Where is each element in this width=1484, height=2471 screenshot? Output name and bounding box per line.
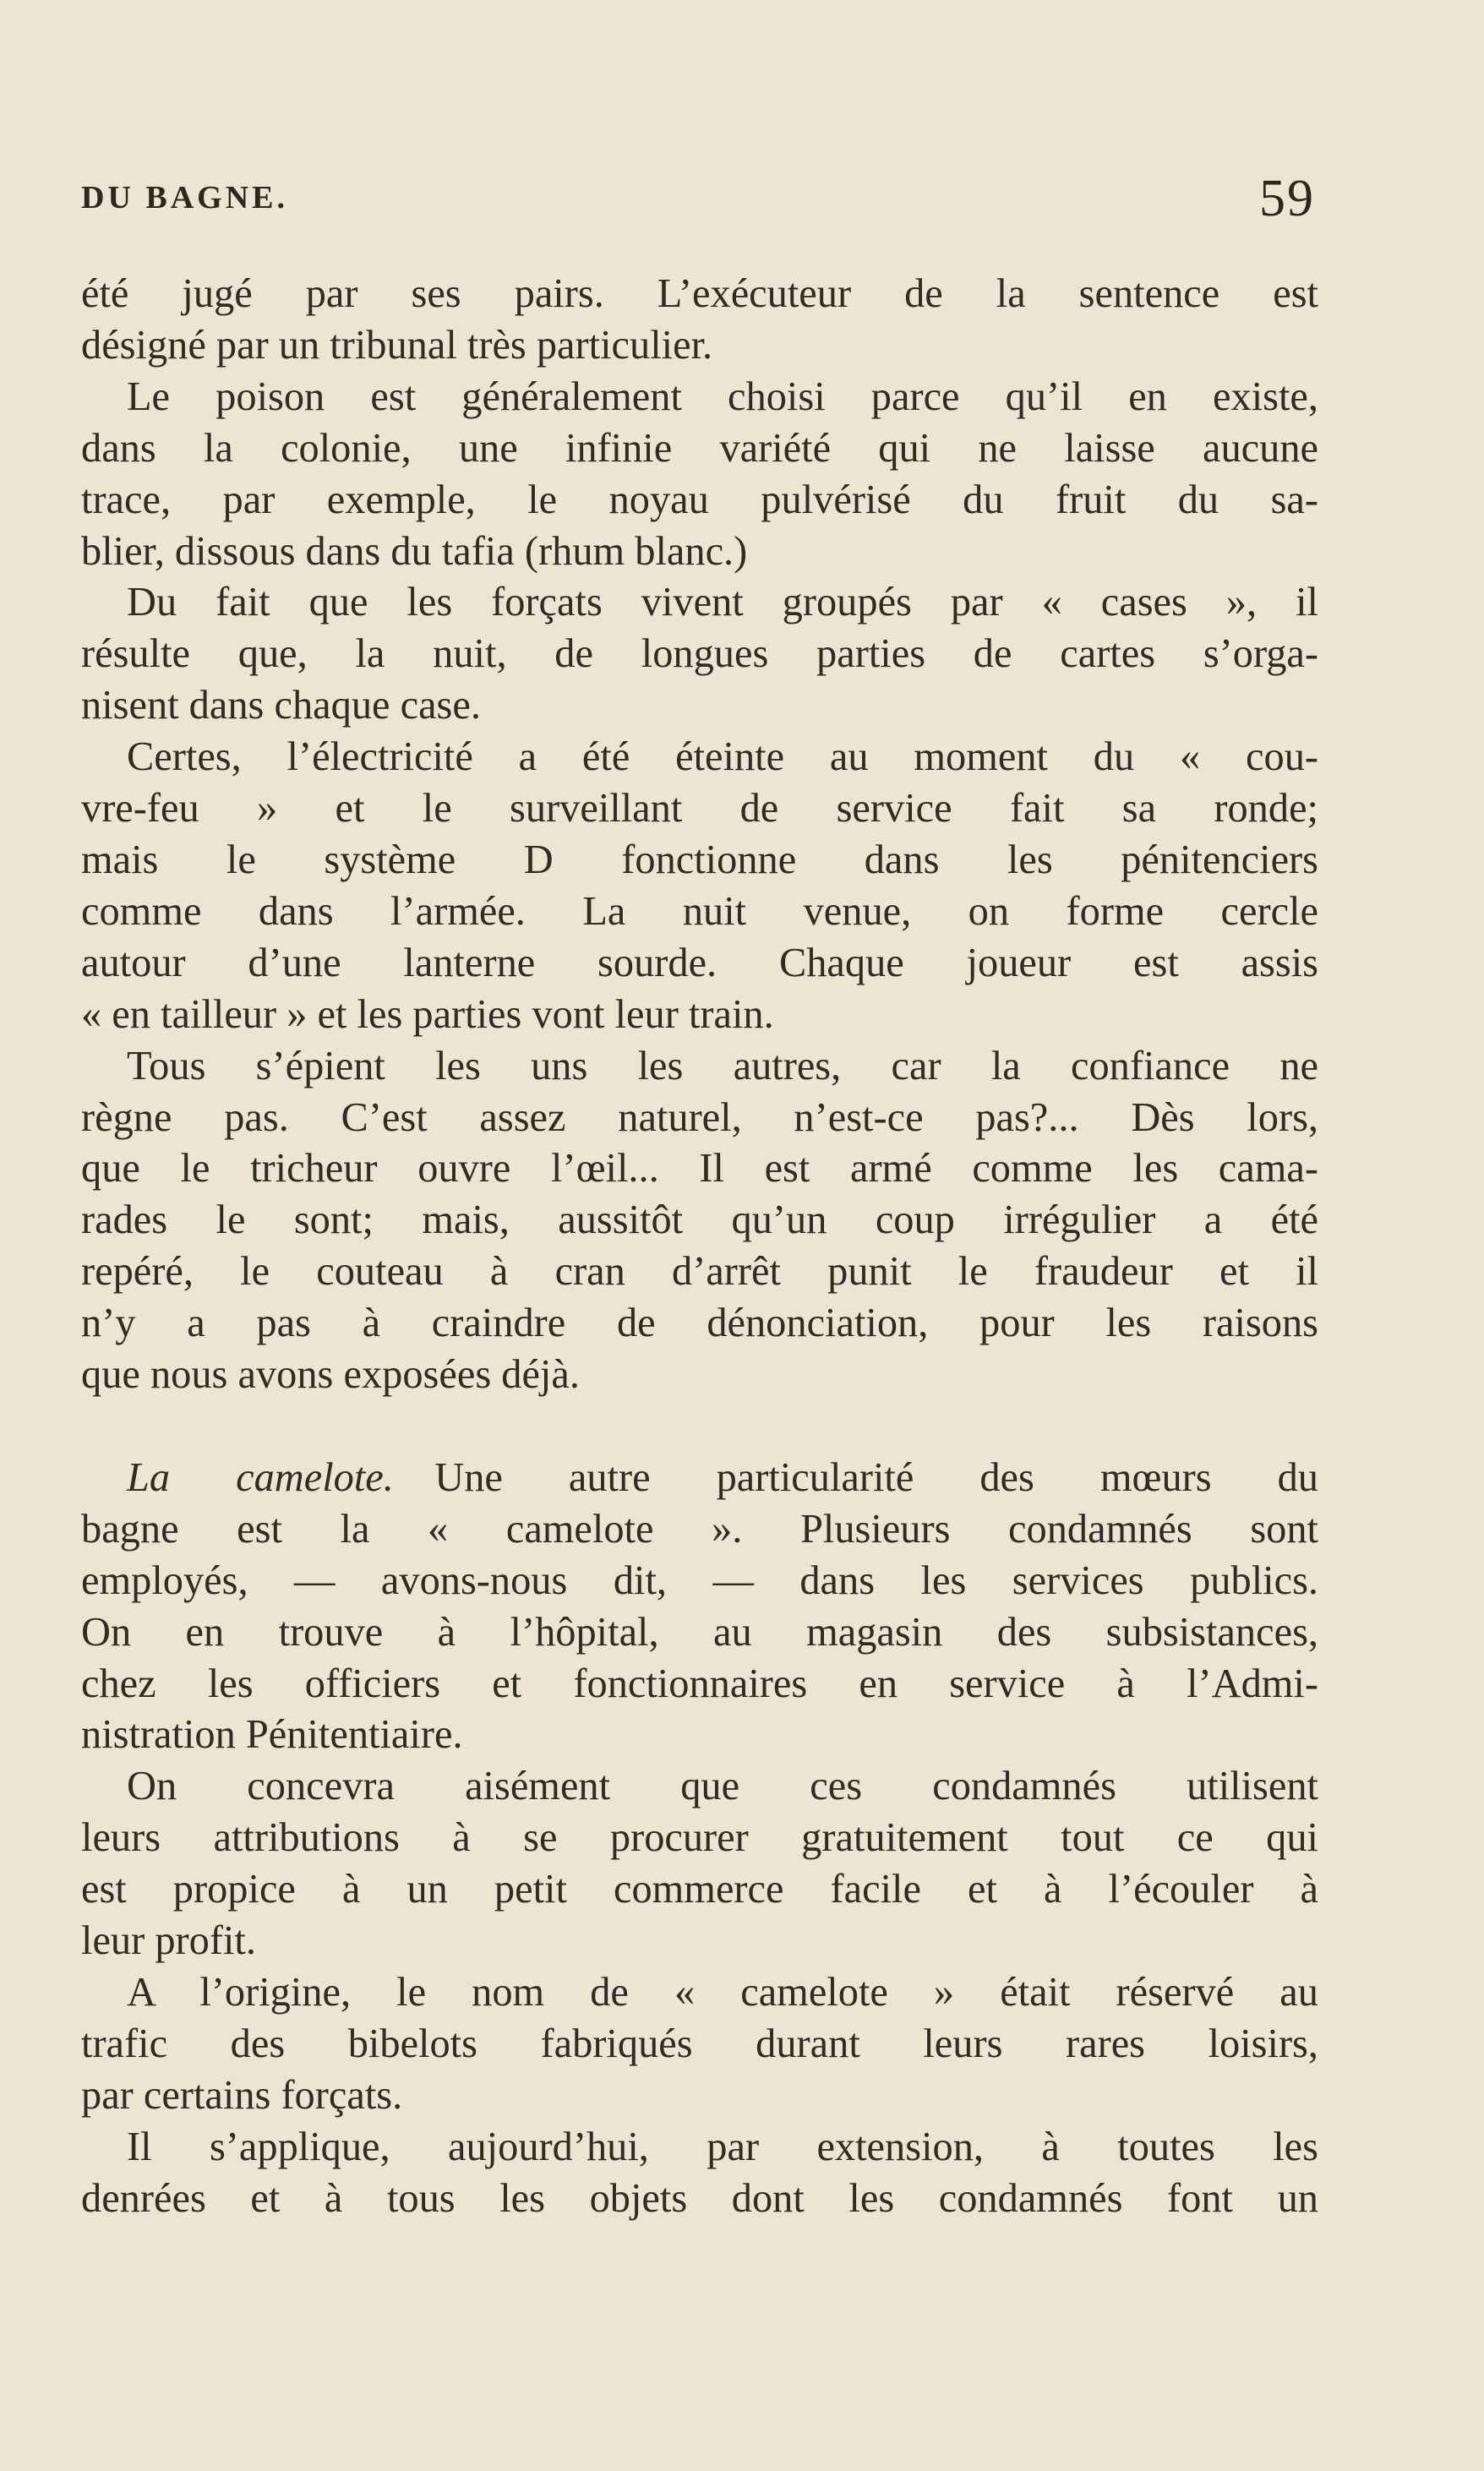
paragraph-6 xyxy=(81,1453,1318,1761)
paragraph-3 xyxy=(81,577,1318,732)
text-line: Il s’applique, aujourd’hui, par extension, à toutes les xyxy=(127,2124,1318,2169)
text-line: que le tricheur ouvre l’œil... Il est armé comme les cama- xyxy=(81,1146,1318,1192)
paragraph-9 xyxy=(81,2122,1318,2225)
text-line: denrées et à tous les objets dont les condamnés font un xyxy=(81,2175,1318,2221)
text-line: nistration Pénitentiaire. xyxy=(81,1712,463,1758)
page-header xyxy=(81,169,1315,237)
running-head: DU BAGNE. xyxy=(81,180,289,215)
text-line: mais le système D fonctionne dans les pénitenciers xyxy=(81,837,1318,882)
text-line: trafic des bibelots fabriqués durant leurs rares loisirs, xyxy=(81,2021,1318,2066)
text-line: par certains forçats. xyxy=(81,2072,403,2118)
text-line: nisent dans chaque case. xyxy=(81,683,481,728)
text-line: leur profit. xyxy=(81,1918,256,1964)
paragraph-7 xyxy=(81,1761,1318,1967)
text-line: employés, — avons-nous dit, — dans les services publics. xyxy=(81,1557,1318,1603)
section-title: La camelote. xyxy=(127,1454,394,1500)
paragraph-1 xyxy=(81,269,1318,372)
paragraph-2 xyxy=(81,372,1318,578)
text-line: A l’origine, le nom de « camelote » était réservé au xyxy=(127,1970,1318,2015)
body-text xyxy=(81,269,1318,2225)
paragraph-8 xyxy=(81,1967,1318,2122)
section-lead-text: Une autre particularité des mœurs du xyxy=(434,1454,1318,1500)
text-line: autour d’une lanterne sourde. Chaque joueur est assis xyxy=(81,940,1318,985)
text-line: chez les officiers et fonctionnaires en service à l’Admi- xyxy=(81,1661,1318,1706)
text-line: rades le sont; mais, aussitôt qu’un coup irrégulier a été xyxy=(81,1197,1318,1243)
text-line: « en tailleur » et les parties vont leur train. xyxy=(81,991,774,1037)
text-line: Le poison est généralement choisi parce qu’il en existe, xyxy=(127,374,1318,419)
text-line: comme dans l’armée. La nuit venue, on forme cercle xyxy=(81,888,1318,934)
paragraph-5 xyxy=(81,1041,1318,1401)
text-line xyxy=(81,1453,1318,1504)
text-line: blier, dissous dans du tafia (rhum blanc.) xyxy=(81,528,748,574)
text-line: n’y a pas à craindre de dénonciation, pour les raisons xyxy=(81,1301,1318,1346)
text-line: est propice à un petit commerce facile et à l’écouler à xyxy=(81,1867,1318,1912)
text-line: dans la colonie, une infinie variété qui ne laisse aucune xyxy=(81,425,1318,471)
text-line: vre-feu » et le surveillant de service fait sa ronde; xyxy=(81,786,1318,832)
text-line: que nous avons exposées déjà. xyxy=(81,1352,580,1398)
text-line: Tous s’épient les uns les autres, car la confiance ne xyxy=(127,1043,1318,1088)
text-line: leurs attributions à se procurer gratuitement tout ce qui xyxy=(81,1815,1318,1861)
text-line: règne pas. C’est assez naturel, n’est-ce pas?... Dès lors, xyxy=(81,1094,1318,1140)
text-line: résulte que, la nuit, de longues parties de cartes s’orga- xyxy=(81,631,1318,677)
text-line: On en trouve à l’hôpital, au magasin des subsistances, xyxy=(81,1609,1318,1655)
text-line: Certes, l’électricité a été éteinte au moment du « cou- xyxy=(127,734,1318,780)
text-line: bagne est la « camelote ». Plusieurs condamnés sont xyxy=(81,1506,1318,1552)
text-line: trace, par exemple, le noyau pulvérisé du fruit du sa- xyxy=(81,477,1318,522)
text-line: désigné par un tribunal très particulier. xyxy=(81,322,713,368)
page-number: 59 xyxy=(1259,170,1315,227)
text-line: été jugé par ses pairs. L’exécuteur de la sentence est xyxy=(81,271,1318,316)
text-line: Du fait que les forçats vivent groupés par « cases », il xyxy=(127,580,1318,625)
text-line: repéré, le couteau à cran d’arrêt punit le fraudeur et il xyxy=(81,1249,1318,1295)
paragraph-4 xyxy=(81,732,1318,1040)
text-line: On concevra aisément que ces condamnés utilisent xyxy=(127,1764,1318,1809)
